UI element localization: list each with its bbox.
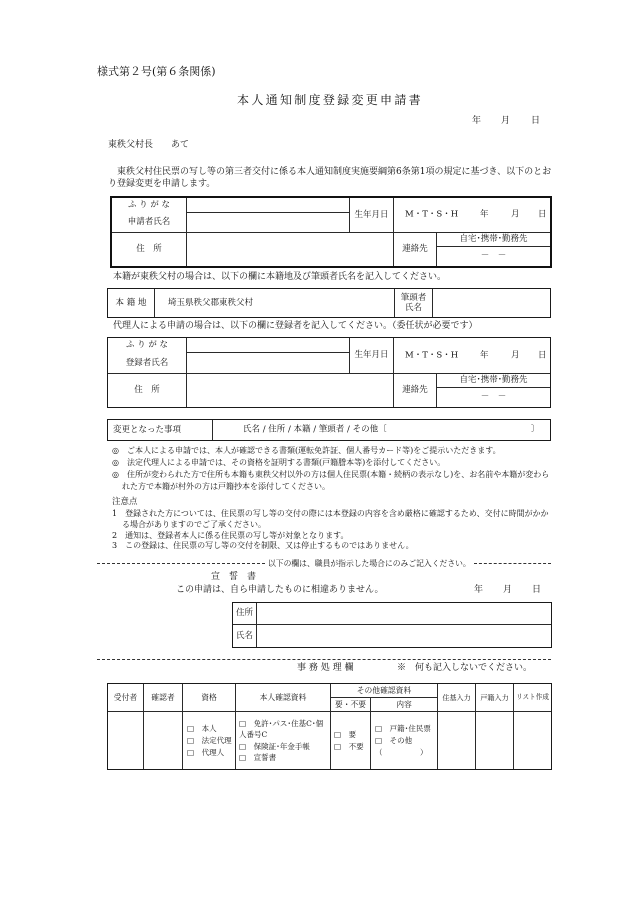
oath-date-month-label: 月 [503, 585, 513, 595]
form-number: 様式第２号(第６条関係) [97, 65, 216, 78]
oath-address-field [257, 603, 551, 625]
notes-list [112, 445, 550, 493]
applicant-name-label-cell [112, 198, 187, 233]
required-options [331, 712, 371, 769]
registrant-phone-format: － － [480, 392, 507, 402]
header-other-documents: その他確認資料 [331, 684, 438, 698]
oath-name-label: 氏名 [233, 625, 257, 647]
note-item: ◎ 住所が変わられた方で住所も本籍も東秩父村以外の方は個人住民票(本籍・続柄の表示なし)を、お名前や本籍が変わられた方で本籍が村外の方は戸籍抄本を添付してください。 [112, 470, 550, 491]
head-of-household-label-line2: 氏名 [404, 303, 422, 313]
oath-name-field [257, 625, 551, 647]
header-list-creation: リスト作成 [514, 684, 551, 712]
changed-items-close-bracket: 〕 [531, 424, 540, 435]
domicile-label: 本 籍 地 [108, 289, 155, 317]
staff-divider [97, 557, 551, 569]
birthdate-field [394, 198, 550, 233]
qualification-options [183, 712, 236, 769]
head-of-household-label-line1: 筆頭者 [400, 293, 427, 303]
registrant-name-label-cell [108, 338, 187, 374]
date-month-label: 月 [501, 116, 511, 126]
changed-items-label: 変更となった事項 [108, 420, 213, 440]
note-item: ◎ 法定代理人による申請では、その資格を証明する書類(戸籍謄本等)を添付してください。 [112, 458, 446, 467]
head-of-household-label [395, 289, 433, 317]
registrant-birth-day-label: 日 [538, 350, 547, 360]
header-required: 要・不要 [331, 698, 371, 712]
furigana-label: ふ り が な [127, 200, 171, 210]
family-register-input-field [476, 712, 514, 769]
office-divider [97, 659, 551, 660]
registrant-furigana-label: ふ り が な [125, 340, 169, 350]
date-year-label: 年 [472, 116, 482, 126]
address-label: 住 所 [112, 233, 187, 266]
registrant-contact-label: 連絡先 [394, 374, 437, 407]
header-family-register-input: 戸籍入力 [476, 684, 514, 712]
divider-dash-left [97, 563, 265, 564]
header-resident-input: 住基入力 [438, 684, 476, 712]
contents-option: □ その他 [375, 735, 413, 745]
caution-item: 2 通知は、登録者本人に係る住民票の写し等が対象となります。 [112, 530, 349, 540]
domicile-value: 埼玉県秩父郡東秩父村 [155, 289, 395, 317]
qualification-option: □ 代理人 [187, 747, 225, 757]
cautions-heading: 注意点 [112, 497, 138, 507]
registrant-address-field [187, 374, 394, 407]
note-item: ◎ ご本人による申請では、本人が確認できる書類(運転免許証、個人番号カード等)をご提示いただきます。 [112, 446, 501, 455]
date-day-label: 日 [531, 116, 541, 126]
caution-item: 1 登録された方については、住民票の写し等の交付の際には本登録の内容を含め厳格に確認するため、交付に時間がかかる場合がありますのでご了承ください。 [112, 509, 549, 529]
registrant-birth-month-label: 月 [511, 350, 520, 360]
registrant-address-label: 住 所 [108, 374, 187, 407]
change-table [107, 419, 551, 441]
birth-month-label: 月 [511, 209, 520, 220]
id-document-options [236, 712, 331, 769]
head-of-household-field [433, 289, 550, 317]
applicant-name-label: 申請者氏名 [127, 217, 171, 227]
birthdate-label: 生年月日 [350, 198, 394, 233]
oath-text: この申請は、自ら申請したものに相違ありません。 [176, 585, 384, 595]
address-field [187, 233, 394, 266]
changed-items-options: 氏名 / 住所 / 本籍 / 筆頭者 / その他〔 [243, 424, 387, 435]
oath-address-label: 住所 [233, 603, 257, 625]
office-title: 事 務 処 理 欄 [297, 663, 354, 673]
receiver-field [108, 712, 144, 769]
registrant-era-options: M・T・S・H [405, 350, 459, 360]
header-qualification: 資格 [183, 684, 236, 712]
cautions [112, 496, 550, 552]
registrant-instruction: 代理人による申請の場合は、以下の欄に登録者を記入してください。（委任状が必要です） [113, 321, 478, 331]
required-option: □ 不要 [334, 741, 364, 751]
contents-options [371, 712, 438, 769]
contents-option: （ ） [375, 747, 428, 757]
registrant-table [107, 337, 551, 408]
registrant-furigana-field [187, 338, 350, 353]
changed-items-options-cell [213, 420, 550, 440]
staff-instruction: 以下の欄は、職員が指示した場合にのみご記入ください。 [268, 558, 471, 568]
applicant-name-field [187, 213, 350, 233]
domicile-table [107, 288, 551, 318]
header-receiver: 受付者 [108, 684, 144, 712]
id-document-option: □ 宣誓書 [239, 753, 277, 762]
header-contents: 内容 [371, 698, 438, 712]
oath-table [232, 602, 552, 648]
resident-input-field [438, 712, 476, 769]
era-options: M・T・S・H [405, 209, 459, 220]
registrant-name-field [187, 353, 350, 374]
office-notice: ※ 何も記入しないでください。 [397, 663, 533, 673]
page-title: 本人通知制度登録変更申請書 [237, 93, 423, 107]
qualification-option: □ 本人 [187, 723, 217, 733]
domicile-instruction: 本籍が東秩父村の場合は、以下の欄に本籍地及び筆頭者氏名を記入してください。 [113, 272, 447, 282]
qualification-option: □ 法定代理 [187, 735, 232, 745]
required-option: □ 要 [334, 729, 357, 739]
id-document-option: □ 保険証･年金手帳 [239, 741, 310, 751]
divider-dash-right [474, 563, 551, 564]
checker-field [144, 712, 183, 769]
caution-item: 3 この登録は、住民票の写し等の交付を制限、又は停止するものではありません。 [112, 541, 414, 551]
birth-day-label: 日 [538, 209, 547, 220]
addressee: 東秩父村長 あて [108, 140, 190, 150]
oath-date-day-label: 日 [532, 585, 542, 595]
oath-title: 宣 誓 書 [211, 572, 257, 582]
office-table [107, 683, 552, 770]
oath-date-year-label: 年 [474, 585, 484, 595]
applicant-furigana-field [187, 198, 350, 213]
header-id-documents: 本人確認資料 [236, 684, 331, 712]
contact-types: 自宅･携帯･勤務先 [437, 233, 550, 247]
header-checker: 確認者 [144, 684, 183, 712]
contents-option: □ 戸籍･住民票 [375, 723, 431, 733]
registrant-birthdate-field [394, 338, 550, 374]
birth-year-label: 年 [480, 209, 489, 220]
intro-paragraph: 東秩父村住民票の写し等の第三者交付に係る本人通知制度実施要綱第6条第1項の規定に基づき、以下のとおり登録変更を申請します。 [108, 167, 552, 189]
registrant-birth-year-label: 年 [480, 350, 489, 360]
phone-format: － － [480, 251, 507, 261]
id-document-option: □ 免許･パス･住基C･個人番号C [239, 718, 324, 739]
list-creation-field [514, 712, 551, 769]
applicant-table [110, 196, 552, 268]
registrant-name-label: 登録者氏名 [125, 357, 169, 368]
registrant-contact-types: 自宅･携帯･勤務先 [437, 374, 550, 388]
registrant-birthdate-label: 生年月日 [350, 338, 394, 374]
contact-label: 連絡先 [394, 233, 437, 266]
